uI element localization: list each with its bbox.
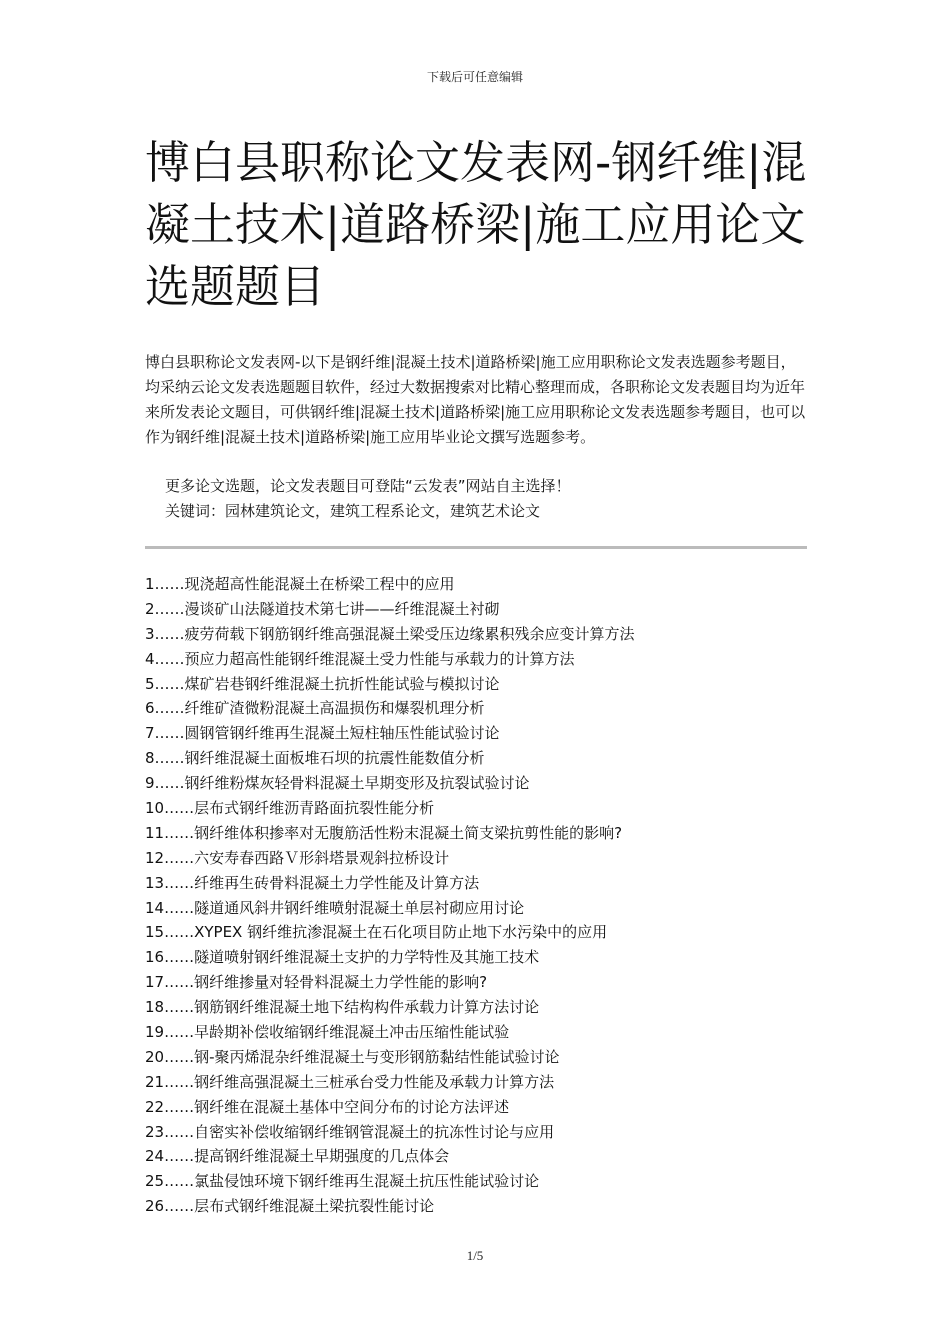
more-topics-note: 更多论文选题，论文发表题目可登陆“云发表”网站自主选择！ xyxy=(165,477,571,495)
topic-item: 15……XYPEX 钢纤维抗渗混凝土在石化项目防止地下水污染中的应用 xyxy=(145,923,608,942)
topic-item: 10……层布式钢纤维沥青路面抗裂性能分析 xyxy=(145,799,435,818)
document-title: 博白县职称论文发表网-钢纤维|混凝土技术|道路桥梁|施工应用论文选题题目 xyxy=(145,136,807,313)
topic-item: 1……现浇超高性能混凝土在桥梁工程中的应用 xyxy=(145,575,455,593)
topic-item: 21……钢纤维高强混凝土三桩承台受力性能及承载力计算方法 xyxy=(145,1072,555,1091)
topic-item: 25……氯盐侵蚀环境下钢纤维再生混凝土抗压性能试验讨论 xyxy=(145,1172,540,1191)
topic-item: 6……纤维矿渣微粉混凝土高温损伤和爆裂机理分析 xyxy=(145,699,485,718)
topic-item: 19……早龄期补偿收缩钢纤维混凝土冲击压缩性能试验 xyxy=(145,1023,510,1042)
topic-list xyxy=(145,572,810,1219)
topic-item: 8……钢纤维混凝土面板堆石坝的抗震性能数值分析 xyxy=(145,749,485,768)
topic-item: 17……钢纤维掺量对轻骨料混凝土力学性能的影响? xyxy=(145,973,488,992)
page-number: 1/5 xyxy=(466,1248,484,1263)
page-header-note: 下载后可任意编辑 xyxy=(426,70,523,84)
intro-paragraph: 博白县职称论文发表网-以下是钢纤维|混凝土技术|道路桥梁|施工应用职称论文发表选题参考题目，均采纳云论文发表选题题目软件，经过大数据搜索对比精心整理而成，各职称论文发表题目均为近年来所发表论文题目，可供钢纤维|混凝土技术|道路桥梁|施工应用职称论文发表选题参考题目，也可以作为钢纤维|混凝土技术|道路桥梁|施工应用毕业论文撰写选题参考。 xyxy=(145,353,806,446)
topic-item: 3……疲劳荷载下钢筋钢纤维高强混凝土梁受压边缘累积残余应变计算方法 xyxy=(145,624,635,643)
topic-item: 26……层布式钢纤维混凝土梁抗裂性能讨论 xyxy=(145,1197,435,1216)
topic-item: 16……隧道喷射钢纤维混凝土支护的力学特性及其施工技术 xyxy=(145,948,540,967)
topic-item: 14……隧道通风斜井钢纤维喷射混凝土单层衬砌应用讨论 xyxy=(145,898,525,917)
topic-item: 24……提高钢纤维混凝土早期强度的几点体会 xyxy=(145,1147,450,1166)
topic-item: 20……钢-聚丙烯混杂纤维混凝土与变形钢筋黏结性能试验讨论 xyxy=(145,1047,560,1066)
topic-item: 23……自密实补偿收缩钢纤维钢管混凝土的抗冻性讨论与应用 xyxy=(145,1122,555,1141)
topic-item: 9……钢纤维粉煤灰轻骨料混凝土早期变形及抗裂试验讨论 xyxy=(145,774,530,793)
topic-item: 5……煤矿岩巷钢纤维混凝土抗折性能试验与模拟讨论 xyxy=(145,674,500,693)
topic-item: 18……钢筋钢纤维混凝土地下结构构件承载力计算方法讨论 xyxy=(145,998,540,1017)
topic-item: 12……六安寿春西路Ｖ形斜塔景观斜拉桥设计 xyxy=(145,848,450,867)
topic-item: 7……圆钢管钢纤维再生混凝土短柱轴压性能试验讨论 xyxy=(145,724,500,743)
topic-item: 2……漫谈矿山法隧道技术第七讲——纤维混凝土衬砌 xyxy=(145,599,500,618)
section-divider xyxy=(145,546,807,549)
topic-item: 4……预应力超高性能钢纤维混凝土受力性能与承载力的计算方法 xyxy=(145,649,575,668)
topic-item: 13……纤维再生砖骨料混凝土力学性能及计算方法 xyxy=(145,873,480,892)
keywords-line: 关键词：园林建筑论文，建筑工程系论文，建筑艺术论文 xyxy=(165,502,541,520)
topic-item: 22……钢纤维在混凝土基体中空间分布的讨论方法评述 xyxy=(145,1097,510,1116)
topic-item: 11……钢纤维体积掺率对无腹筋活性粉末混凝土简支梁抗剪性能的影响? xyxy=(145,823,623,842)
